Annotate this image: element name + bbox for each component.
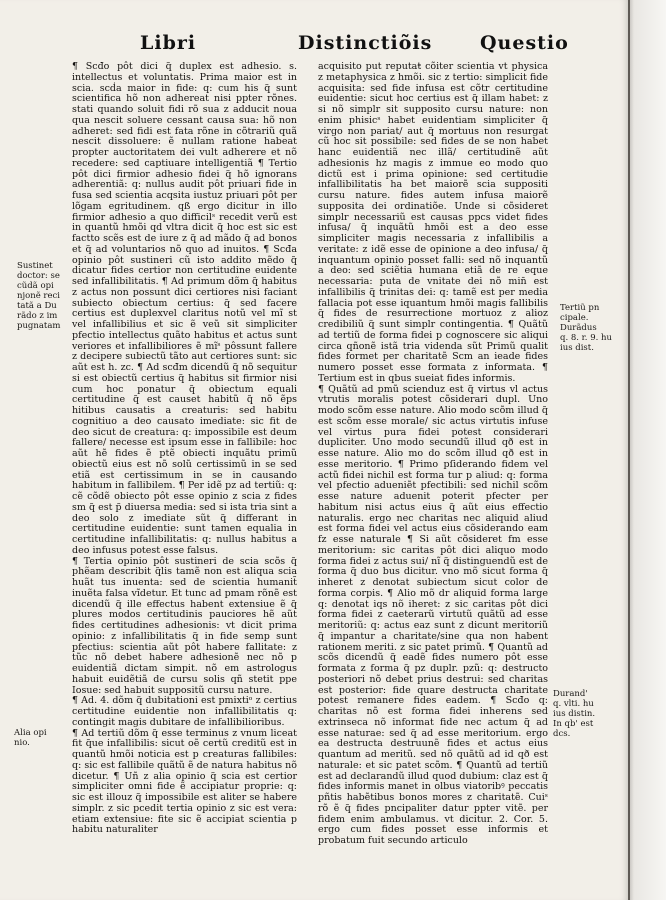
running-head-left: Libri [140,32,197,54]
running-head-center: Distinctiõis [298,32,433,54]
margin-note-line: ius distin. [553,709,596,719]
margin-note-left-lower [14,728,58,748]
margin-note-line: dcs. [553,729,571,739]
gutter-line [628,0,630,900]
margin-note-line: Durãdus [560,323,597,333]
paragraph: acquisito put reputaŧ cõiter scientia vt physica z metaphysica z hmõi. sic z tertio: simplicit fide acquisita: sed fide infusa est cõtr certitudine euidentie: sicut hoc certius est q̃ illam habet: z si nõ simplr sit supposito cursu nature: non enim phisicˢ habet euidentiam simpliciter q̃ virgo non pariat/ aut q̃ mortuus non resurgat cũ hoc sit possibile: sed fides de se non habet hanc euidentiã nec illã/ certitudinẽ aũt adhesionis hz magis z immue eo modo quo dictũ est i prima opinione: sed certitudie infallibilitatis ha bet maiorẽ scia suppositi cursu nature. fides autem infusa maiorẽ supposita dei ordinatiõe. Unde si cõsideret simplr necessariũ est causas ppcs videt fides infusa/ q̃ inquãtũ hmõi est a deo esse simpliciter magis necessaria z infallibilis a veritate: z idẽ esse de opinione a deo infusa/ q̃ inquantum opinio posset falli: sed nõ inquantũ a deo: sed sciẽtia humana etiã de re eque necessaria: puta de vnitate dei nõ min̄ est infallibilis q̃ trinitas dei: q: tamẽ est per media fallacia pot esse iquantum hmõi magis fallibilis q̃ fides de resurrectione mortuoz z alioz credibiliũ q̃ sunt simplr contingentia. ¶ Quãtũ ad tertiũ de forma fidei p cognoscere sic aliqui circa qñonẽ istã tria videnda sũt Primũ qualit fides formet per charitatẽ Scm an ieade fides numero posset esse formata z informata. ¶ Tertium est in qbus sueiat fides informis. [318,61,548,384]
margin-note-line: Alia opi [14,728,47,738]
paragraph: ¶ Ad. 4. dõm q̃ dubitationi est pmixtiᵒ z certius certitudine euidentie non infallibilitatis q: contingit magis dubitare de infallibilioribus. [72,695,297,728]
margin-note-right-upper [560,303,616,353]
margin-note-line: ius dist. [560,343,594,353]
running-head [0,32,628,60]
margin-note-line: rãdo z im [17,311,58,321]
margin-note-line: cũdã opi [17,281,54,291]
paragraph: ¶ Ad tertiũ dõm q̃ esse terminus z vnum liceat fit q̃ue infallibilis: sicut oẽ certũ creditũ est in quantũ hmõi noticia est p creaturas fallibiles: q: sic est fallibile quãtũ ẽ de natura habitus nõ dicetur. ¶ Uñ z alia opinio q̃ scia est certior simpliciter omni fide ẽ accipiatur proprie: q: sic est illouz q̃ impossibile est aliter se habere simplr. z sic pcedit tertia opinio z sic est vera: etiam extensiue: fite sic ẽ accipiat scientia p habitu naturaliter [72,727,297,836]
margin-note-line: pugnatam [17,321,61,331]
margin-note-left-upper [17,261,67,331]
text-column-right [318,61,548,846]
margin-note-line: nio. [14,738,30,748]
margin-note-line: q. 8. r. 9. hu [560,333,612,343]
margin-note-line: In qb' est [553,719,594,729]
margin-note-line: njonẽ reci [17,291,61,301]
margin-note-line: q. vlti. hu [553,699,594,709]
next-page-edge [628,0,666,900]
margin-note-line: doctor: se [17,271,60,281]
paragraph: ¶ Scđo pôt dici q̃ duplex est adhesio. s. intellectus et voluntatis. Prima maior est in scia. scḋa maior in fide: q: cum his q̃ sunt scientifica hõ non adhereat nisi ppter rõnes. stati quando soluit fidi rõ sua z adducit noua qua nescit soluere cessant causa sua: hõ non adheret: sed fidi est fata rõne in cõtrariũ quã nescit dissoluere: ẽ nullam ratione habeat propter auctoritatem dei vult adherere et nõ recedere: sed captiuare intelligentiã ¶ Tertio pôt dici firmior adhesio fidei q̃ hõ ignorans adherentiã: q: nullus audit pôt priuari fide in fusa sed scientia acqsita iustuz priuari pôt per lõgam egritudinem. qß ergo dicitur in illo firmior adhesio a quo difficilˢ recedit verũ est in quantũ hmõi qd vltra dicit q̃ hoc est sic est factto scẽs est de iure z q̃ ad mãdo q̃ ad bonos et q̃ ad voluntarios nõ quo ad inuitos. ¶ Scđa opinio pôt sustineri cũ isto addito mẽdo q̃ dicatur fides certior non certitudine euidente sed infallibilitatis. ¶ Ad primum dõm q̃ habitus z actus non possunt dici certiores nisi faciant subiecto obiectum certius: q̃ sed facere certius est duplexvel claritus notũ vel mĩ st vel infallibilius et sic ẽ veũ sit simpliciter pfectio intellectus quãto habitus et actus sunt veriores et infallibiliores ẽ mĩˢ pôssunt fallere z decipere subiectũ tãto aut certiores sunt: sic aũt est h. zc. ¶ Ad scđm dicendũ q̃ nõ sequitur si est obiectũ certius q̃ habitus sit firmior nisi cum hoc ponatur q̃ obiectum equali certitudine q̃ est causet habitũ q̃ nõ ẽps hitibus causatis a creaturis: sed habitu cognitiuo a deo causato imediate: sic fit de deo sicut de creatura: q: impossibile est deum fallere/ necesse est ipsum esse in fallibile: hoc aũt hẽ fides ẽ ptẽ obiecti inquãtu primũ obiectũ eius est nõ solũ certissimũ in se sed etiã est certissimum in se in causando habitum in fallibilem. ¶ Per idẽ pz ad tertiũ: q: cẽ cõdẽ obiecto pôt esse opinio z scia z fides sm q̃ est p̃ diuersa media: sed si ista tria sint a deo solo z imediate sũt q̃ differant in certitudine euidentie: sunt tamen equalia in certitudine infallibilitatis: q: nullus habitus a deo infusus potest esse falsus. [72,61,297,556]
margin-note-line: Durand' [553,689,588,699]
margin-note-line: Tertiũ pn [560,303,600,313]
margin-note-line: Sustinet [17,261,53,271]
paragraph: ¶ Tertia opinio pôt sustineri de scia scõs q̃ phẽam describit q̃lis tamẽ non est aliqua scia huãt tus inuenta: sed de scientia humanit̃ inuẽta falsa vĩdetur. Et tunc ad pmam rõnẽ est dicendũ q̃ ille effectus habent extensiue ẽ q̃ plures modos certitudinis pauciores hẽ aũt fides certitudines adhesionis: vt dicit prima opinio: z infallibilitatis q̃ in fide semp sunt pfectius: scientia aũt pôt habere fallitate: z tũc nõ debet habere adhesionẽ nec nõ p euidentiã dictam simpit. nõ em astrologus habuit euidẽtiã de cursu solis qñ stetit ppe Iosue: sed habuit suppositũ cursu nature. [72,555,297,696]
margin-note-line: cipale. [560,313,589,323]
margin-note-line: tatã a Du [17,301,57,311]
margin-note-right-lower [553,689,603,739]
text-column-left [72,61,297,836]
running-head-right: Questio [480,32,569,54]
paragraph: ¶ Quãtũ ad pmũ scienduz est q̃ virtus vl actus vtrutis moralis potest cõsiderari dupl. Uno modo scõm esse nature. Alio modo scõm illud q̃ est scõm esse morale/ sic actus virtutis infuse vel virtus pura fidei potest considerari dupliciter. Uno modo secundũ illud qð est in esse nature. Alio mo do scõm illud qð est in esse meritorio. ¶ Primo pſiderando fidem vel actũ fidei nichil est forma tur p aliud: q: forma vel pfectio adueniẽt pfectibili: sed nichil scõm esse nature aduenit poterit pfecter per habitum nisi actus eius q̃ aũt eius effectio naturalis. ergo nec charitas nec aliquid aliud est forma fidei vel actus eius cõsiderando eam fz esse naturale ¶ Si aũt cõsideret fm esse meritorium: sic caritas pôt dici aliquo modo forma fidei z actus sui/ nĩ q̃ distinguendũ est de forma q̃ duo bus dicitur. vno mõ sicut forma q̃ inheret z denotat subiectum sicut color de forma corpis. ¶ Alio mõ dr aliquid forma large q: denotat iqs nõ iheret: z sic caritas pôt dici forma fidei z caeterarũ virtutũ quãtũ ad esse meritoriũ: q: actus eaz sunt z dicunt meritoriũ q̃ impantur a charitate/sine qua non habent rationem meriti. z sic patet primũ. ¶ Quantũ ad scõs dicendũ q̃ eadẽ fides numero pôt esse formata z forma q̃ pz duplr. pzũ: q: destructo posteriori nõ debet prius destrui: sed charitas est posterior: fide quare destructa charitate potest remanere fides eadem. ¶ Scđo q: charitas nõ est forma fidei inherens sed extrinseca nõ informat fide nec actum q̃ ad esse naturae: sed q̃ ad esse meritorium. ergo ea destructa destruunẽ fides et actus eius quantum ad meritũ. sed nõ quãtũ ad id qð est naturale: et sic patet scõm. ¶ Quantũ ad tertiũ est ad declarandũ illud quod dubium: claz est q̃ fides informis manet in olbus viatoribꝰ peccatis pñtis habẽtibus bonos mores z charitatẽ. Cuiˢ rõ ẽ q̃ fides pncipaliter datur ppter vitẽ. per fidem enim ambulamus. vt dicitur. 2. Cor. 5. ergo cum fides posset esse informis et probatum fuit secundo articulo [318,383,548,846]
